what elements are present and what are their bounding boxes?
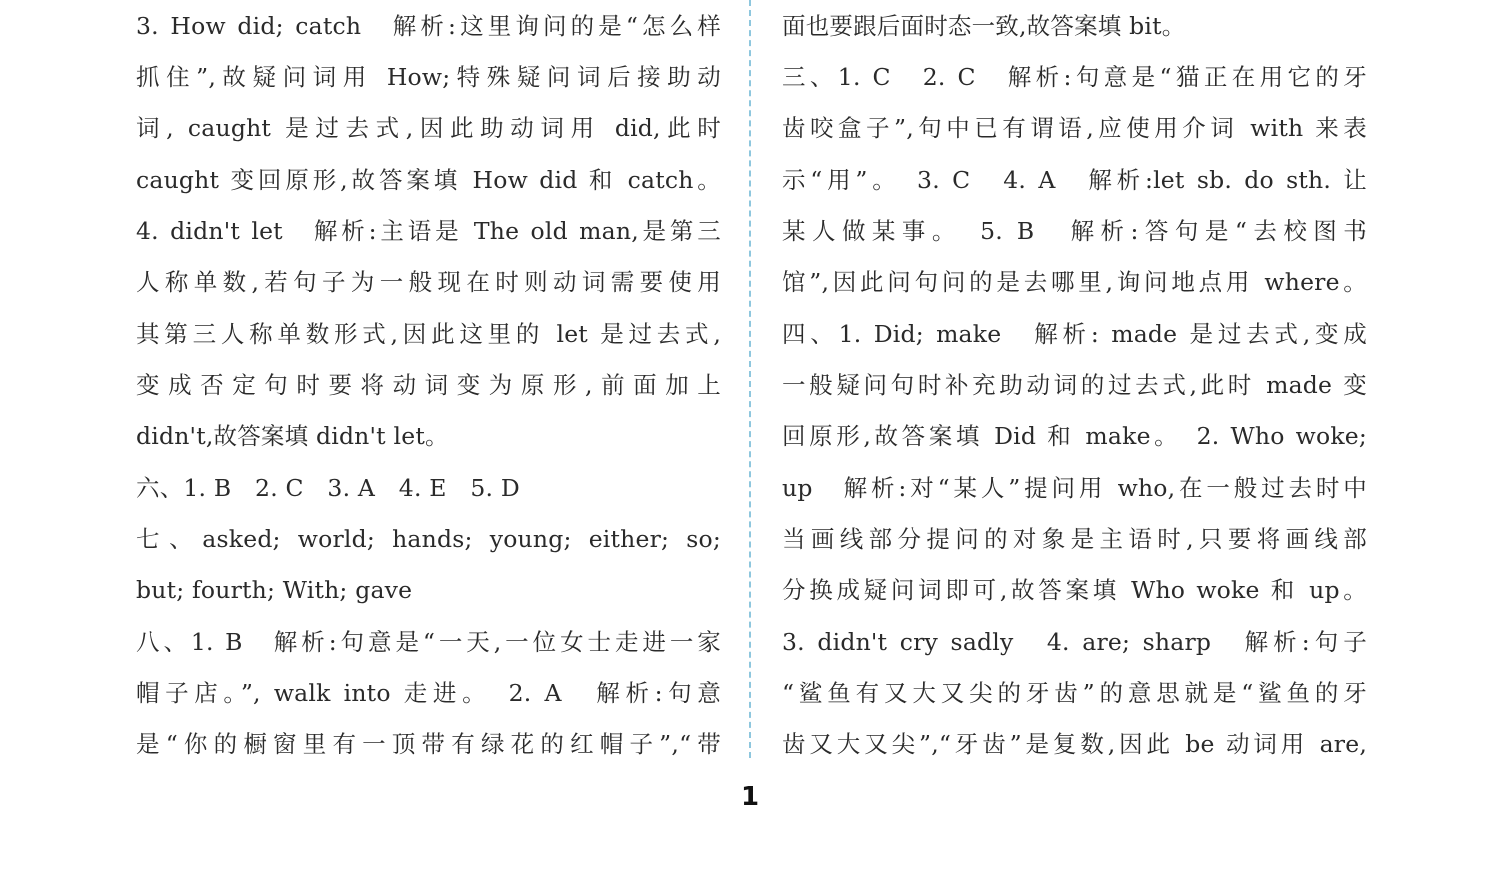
text-line: “鲨鱼有又大又尖的牙齿”的意思就是“鲨鱼的牙	[782, 679, 1367, 707]
text-line: 四、1. Did; make 解析: made 是过去式,变成	[782, 320, 1367, 348]
text-line: 齿咬盒子”,句中已有谓语,应使用介词 with 来表	[782, 114, 1367, 142]
text-line: 六、1. B 2. C 3. A 4. E 5. D	[136, 474, 520, 502]
text-line: 当画线部分提问的对象是主语时,只要将画线部	[782, 525, 1367, 553]
text-line: 词, caught 是过去式,因此助动词用 did,此时	[136, 114, 721, 142]
text-line: 变成否定句时要将动词变为原形,前面加上	[136, 371, 721, 399]
text-line: 示“用”。 3. C 4. A 解析:let sb. do sth. 让	[782, 166, 1367, 194]
text-line: 抓住”,故疑问词用 How;特殊疑问词后接助动	[136, 63, 721, 91]
text-line: 馆”,因此问句问的是去哪里,询问地点用 where。	[782, 268, 1367, 296]
text-line: 4. didn't let 解析:主语是 The old man,是第三	[136, 217, 721, 245]
text-line: but; fourth; With; gave	[136, 576, 413, 604]
text-line: 一般疑问句时补充助动词的过去式,此时 made 变	[782, 371, 1367, 399]
page-number: 1	[740, 782, 760, 812]
text-line: 面也要跟后面时态一致,故答案填 bit。	[782, 12, 1186, 40]
text-line: 齿又大又尖”,“牙齿”是复数,因此 be 动词用 are,	[782, 730, 1367, 758]
column-divider	[749, 0, 751, 758]
text-line: 人称单数,若句子为一般现在时则动词需要使用	[136, 268, 721, 296]
text-line: 是“你的橱窗里有一顶带有绿花的红帽子”,“带	[136, 730, 721, 758]
text-line: 回原形,故答案填 Did 和 make。 2. Who woke;	[782, 422, 1367, 450]
text-line: 某人做某事。 5. B 解析:答句是“去校图书	[782, 217, 1367, 245]
text-line: 七、asked; world; hands; young; either; so;	[136, 525, 721, 553]
text-line: didn't,故答案填 didn't let。	[136, 422, 449, 450]
text-line: 3. How did; catch 解析:这里询问的是“怎么样	[136, 12, 721, 40]
text-line: 三、1. C 2. C 解析:句意是“猫正在用它的牙	[782, 63, 1367, 91]
text-line: 3. didn't cry sadly 4. are; sharp 解析:句子	[782, 628, 1367, 656]
text-line: caught 变回原形,故答案填 How did 和 catch。	[136, 166, 721, 194]
text-line: 其第三人称单数形式,因此这里的 let 是过去式,	[136, 320, 721, 348]
text-line: up 解析:对“某人”提问用 who,在一般过去时中	[782, 474, 1367, 502]
text-line: 分换成疑问词即可,故答案填 Who woke 和 up。	[782, 576, 1367, 604]
text-line: 帽子店。”, walk into 走进。 2. A 解析:句意	[136, 679, 721, 707]
text-line: 八、1. B 解析:句意是“一天,一位女士走进一家	[136, 628, 721, 656]
